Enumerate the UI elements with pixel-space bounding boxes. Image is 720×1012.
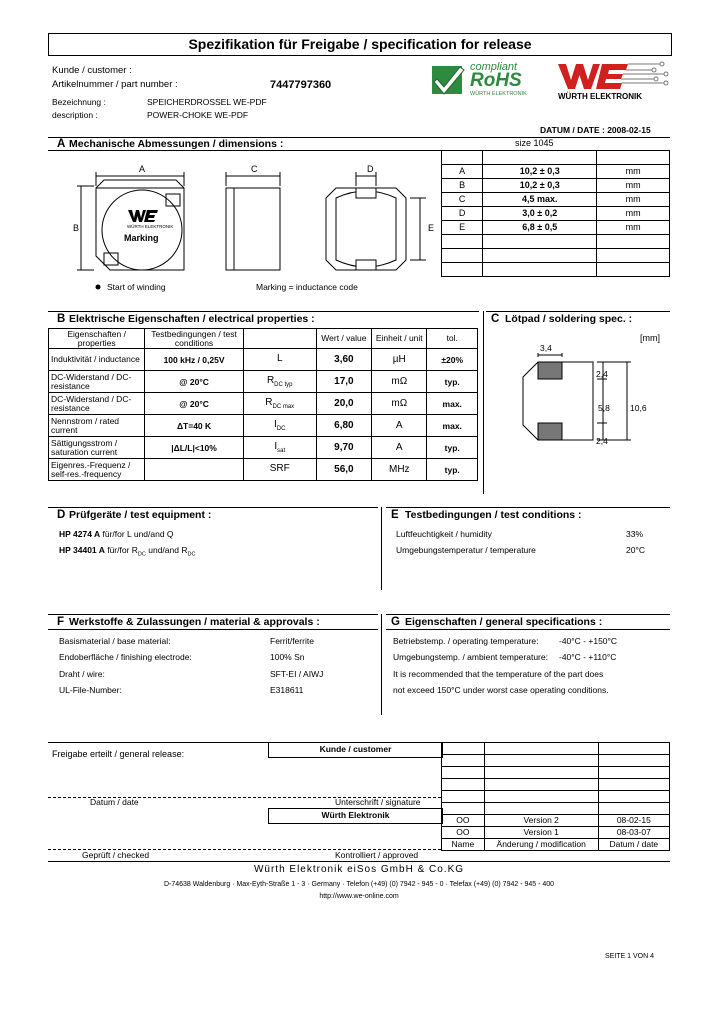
tol-cell: typ. xyxy=(427,371,478,393)
cond-cell: @ 20°C xyxy=(145,371,243,393)
table-row xyxy=(442,248,670,262)
section-d-rule xyxy=(48,507,378,508)
symbol-cell: L xyxy=(243,349,316,371)
symbol-cell: $R_{DC typ}$ xyxy=(243,371,316,393)
rohs-compliant-text: compliant xyxy=(470,61,518,73)
prop-cell: Eigenres.-Frequenz / self-res.-frequency xyxy=(49,459,145,481)
dim-value: 6,8 ± 0,5 xyxy=(483,220,597,234)
footer-rule xyxy=(48,861,670,862)
prop-cell: Nennstrom / rated current xyxy=(49,415,145,437)
wire-label: Draht / wire: xyxy=(59,669,105,679)
section-g-letter: G xyxy=(391,616,400,628)
section-de-divider xyxy=(381,507,382,590)
section-f-rule-2 xyxy=(48,629,378,630)
section-d-title: Prüfgeräte / test equipment : xyxy=(69,509,212,521)
dim-label: C xyxy=(442,192,483,206)
revision-change: Version 2 xyxy=(484,814,598,826)
checked-label: Geprüft / checked xyxy=(82,850,150,860)
table-row xyxy=(442,766,670,778)
section-c-border xyxy=(483,311,484,494)
table-row xyxy=(442,742,670,754)
table-row xyxy=(442,754,670,766)
revision-table xyxy=(441,742,670,851)
dim-value: 10,2 ± 0,3 xyxy=(483,164,597,178)
humidity-value: 33% xyxy=(626,529,644,539)
customer-box: Kunde / customer xyxy=(268,743,443,758)
symbol-cell: $I_{DC}$ xyxy=(243,415,316,437)
section-b-letter: B xyxy=(57,313,66,325)
section-c-title: Lötpad / soldering spec. : xyxy=(505,313,633,325)
symbol-cell: $R_{DC max}$ xyxy=(243,393,316,415)
value-cell: 3,60 xyxy=(316,349,371,371)
date-line: DATUM / DATE : 2008-02-15 xyxy=(540,125,651,135)
pad-bottom-height: 2,4 xyxy=(596,436,608,446)
prop-cell: DC-Widerstand / DC-resistance xyxy=(49,393,145,415)
customer-label: Kunde / customer : xyxy=(52,65,132,76)
ul-label: UL-File-Number: xyxy=(59,685,122,695)
unit-cell: A xyxy=(372,437,427,459)
table-row xyxy=(442,234,670,248)
pad-top-height: 2,4 xyxy=(596,369,608,379)
symbol-cell: SRF xyxy=(243,459,316,481)
temperature-label: Umgebungstemperatur / temperature xyxy=(396,545,536,555)
general-release-label: Freigabe erteilt / general release: xyxy=(52,749,185,759)
dim-label: D xyxy=(442,206,483,220)
unit-cell: mΩ xyxy=(372,371,427,393)
we-logo-icon xyxy=(556,58,671,92)
history-header-change: Änderung / modification xyxy=(484,838,598,850)
page-number: SEITE 1 VON 4 xyxy=(605,953,655,960)
revision-date: 08-03-07 xyxy=(598,826,669,838)
marking-note: Marking = inductance code xyxy=(256,282,358,292)
section-d-letter: D xyxy=(57,509,66,521)
humidity-label: Luftfeuchtigkeit / humidity xyxy=(396,529,492,539)
history-header-name: Name xyxy=(442,838,485,850)
prop-cell: Induktivität / inductance xyxy=(49,349,145,371)
tol-cell: typ. xyxy=(427,459,478,481)
mechanical-drawing xyxy=(48,150,438,300)
symbol-cell: $I_{sat}$ xyxy=(243,437,316,459)
unit-cell: µH xyxy=(372,349,427,371)
description: POWER-CHOKE WE-PDF xyxy=(147,110,249,120)
section-e-letter: E xyxy=(391,509,399,521)
section-a-title: Mechanische Abmessungen / dimensions : xyxy=(69,138,284,150)
table-row xyxy=(49,437,478,459)
dim-a-label: A xyxy=(139,164,146,174)
table-row xyxy=(442,778,670,790)
header-value: Wert / value xyxy=(316,329,371,349)
revision-date: 08-02-15 xyxy=(598,814,669,826)
table-row xyxy=(49,329,478,349)
operating-temp-value: -40°C - +150°C xyxy=(559,636,618,646)
unit-cell: mΩ xyxy=(372,393,427,415)
temperature-note-2: not exceed 150°C under worst case operating conditions. xyxy=(393,685,609,695)
tol-cell: ±20% xyxy=(427,349,478,371)
equipment-line-2: HP 34401 A für/for $R_{DC}$ und/and $R_{DC}$ xyxy=(59,545,196,558)
section-g-rule-2 xyxy=(386,629,670,630)
tol-cell: max. xyxy=(427,415,478,437)
table-row xyxy=(49,349,478,371)
temperature-note-1: It is recommended that the temperature of the part does xyxy=(393,669,604,679)
operating-temp-label: Betriebstemp. / operating temperature: xyxy=(393,636,539,646)
footer-address: D-74638 Waldenburg · Max-Eyth-Straße 1 - 3 · Germany · Telefon (+49) (0) 7942 - 945 - 0 · Telefax (+49) (0) 7942 - 945 - 400 xyxy=(163,881,555,888)
electrical-table xyxy=(48,328,478,481)
dim-unit: mm xyxy=(597,178,670,192)
header-tol: tol. xyxy=(427,329,478,349)
page-title: Spezifikation für Freigabe / specification for release xyxy=(188,36,532,52)
header-properties: Eigenschaften / properties xyxy=(49,329,145,349)
ul-value: E318611 xyxy=(270,685,304,695)
table-row xyxy=(49,393,478,415)
section-e-rule xyxy=(386,507,670,508)
cond-cell: |ΔL/L|<10% xyxy=(145,437,243,459)
dim-label: E xyxy=(442,220,483,234)
we-logo xyxy=(556,58,671,102)
section-e-title: Testbedingungen / test conditions : xyxy=(405,509,582,521)
tol-cell: typ. xyxy=(427,437,478,459)
ambient-temp-value: -40°C - +110°C xyxy=(559,652,617,662)
table-row xyxy=(442,838,670,850)
dim-label: A xyxy=(442,164,483,178)
start-winding-note: Start of winding xyxy=(107,282,166,292)
section-a-letter: A xyxy=(57,138,66,150)
table-row xyxy=(442,790,670,802)
description-label: description : xyxy=(52,110,98,120)
solder-pad-drawing xyxy=(505,345,645,455)
dimension-table xyxy=(441,150,670,277)
section-c-letter: C xyxy=(491,313,500,325)
we-logo-name: WÜRTH ELEKTRONIK xyxy=(558,92,642,101)
signature-label: Unterschrift / signature xyxy=(335,797,421,807)
dim-label: B xyxy=(442,178,483,192)
dim-d-label: D xyxy=(367,164,374,174)
section-f-letter: F xyxy=(57,616,65,628)
rohs-check-icon xyxy=(430,62,466,98)
date-label: Datum / date xyxy=(90,797,139,807)
part-number: 7447797360 xyxy=(270,79,332,91)
dim-e-label: E xyxy=(428,223,435,233)
unit-mm: [mm] xyxy=(640,333,660,343)
pad-width: 3,4 xyxy=(540,343,552,353)
table-row xyxy=(49,415,478,437)
table-row xyxy=(442,814,670,826)
marking-logo xyxy=(128,210,158,222)
table-row xyxy=(442,220,670,234)
cond-cell xyxy=(145,459,243,481)
section-fg-divider xyxy=(381,614,382,715)
section-b-title: Elektrische Eigenschaften / electrical properties : xyxy=(69,313,315,325)
pad-gap: 5,8 xyxy=(598,403,610,413)
section-f-rule xyxy=(48,614,378,615)
value-cell: 17,0 xyxy=(316,371,371,393)
start-winding-dot xyxy=(96,285,101,290)
marking-brand-text: WÜRTH ELEKTRONIK xyxy=(127,224,174,229)
table-row xyxy=(49,371,478,393)
table-row xyxy=(442,826,670,838)
approved-label: Kontrolliert / approved xyxy=(335,850,419,860)
cond-cell: ΔT=40 K xyxy=(145,415,243,437)
table-row xyxy=(442,206,670,220)
cond-cell: 100 kHz / 0,25V xyxy=(145,349,243,371)
footer-company: Würth Elektronik eiSos GmbH & Co.KG xyxy=(253,864,465,875)
section-g-title: Eigenschaften / general specifications : xyxy=(405,616,603,628)
designation-label: Bezeichnung : xyxy=(52,97,106,107)
table-row xyxy=(442,178,670,192)
table-row xyxy=(442,150,670,164)
designation: SPEICHERDROSSEL WE-PDF xyxy=(147,97,267,107)
cond-cell: @ 20°C xyxy=(145,393,243,415)
finishing-value: 100% Sn xyxy=(270,652,305,662)
rohs-logo xyxy=(430,60,546,100)
section-b-rule xyxy=(48,311,479,312)
dim-unit: mm xyxy=(597,164,670,178)
rohs-sub-text: WÜRTH ELEKTRONIK xyxy=(470,91,527,97)
revision-change: Version 1 xyxy=(484,826,598,838)
dim-value: 10,2 ± 0,3 xyxy=(483,178,597,192)
unit-cell: MHz xyxy=(372,459,427,481)
temperature-value: 20°C xyxy=(626,545,645,555)
section-c-rule xyxy=(486,311,670,312)
marking-text: Marking xyxy=(124,233,159,243)
pad-total: 10,6 xyxy=(630,403,647,413)
equipment-line-1: HP 4274 A für/for L und/and Q xyxy=(59,529,174,539)
revision-name: OO xyxy=(442,826,485,838)
rohs-text: RoHS xyxy=(470,70,522,91)
value-cell: 20,0 xyxy=(316,393,371,415)
header-conditions: Testbedingungen / test conditions xyxy=(145,329,243,349)
wire-value: SFT-EI / AIWJ xyxy=(270,669,324,679)
dim-c-label: C xyxy=(251,164,258,174)
value-cell: 56,0 xyxy=(316,459,371,481)
table-row xyxy=(442,164,670,178)
footer-web[interactable]: http://www.we-online.com xyxy=(319,893,399,900)
prop-cell: DC-Widerstand / DC-resistance xyxy=(49,371,145,393)
table-row xyxy=(442,262,670,276)
finishing-label: Endoberfläche / finishing electrode: xyxy=(59,652,192,662)
dim-unit: mm xyxy=(597,192,670,206)
value-cell: 9,70 xyxy=(316,437,371,459)
value-cell: 6,80 xyxy=(316,415,371,437)
revision-name: OO xyxy=(442,814,485,826)
section-f-title: Werkstoffe & Zulassungen / material & approvals : xyxy=(69,616,320,628)
dim-value: 3,0 ± 0,2 xyxy=(483,206,597,220)
material-value: Ferrit/ferrite xyxy=(270,636,314,646)
tol-cell: max. xyxy=(427,393,478,415)
part-label: Artikelnummer / part number : xyxy=(52,79,178,90)
dim-unit: mm xyxy=(597,220,670,234)
ambient-temp-label: Umgebungstemp. / ambient temperature: xyxy=(393,652,548,662)
table-row xyxy=(442,802,670,814)
header-unit: Einheit / unit xyxy=(372,329,427,349)
material-label: Basismaterial / base material: xyxy=(59,636,171,646)
size-label: size 1045 xyxy=(515,138,554,148)
dim-unit: mm xyxy=(597,206,670,220)
dim-value: 4,5 max. xyxy=(483,192,597,206)
unit-cell: A xyxy=(372,415,427,437)
table-row xyxy=(442,192,670,206)
prop-cell: Sättigungsstrom / saturation current xyxy=(49,437,145,459)
table-row xyxy=(49,459,478,481)
we-box: Würth Elektronik xyxy=(268,808,443,824)
dim-b-label: B xyxy=(73,223,80,233)
history-header-date: Datum / date xyxy=(598,838,669,850)
header-symbol xyxy=(243,329,316,349)
section-g-rule xyxy=(386,614,670,615)
